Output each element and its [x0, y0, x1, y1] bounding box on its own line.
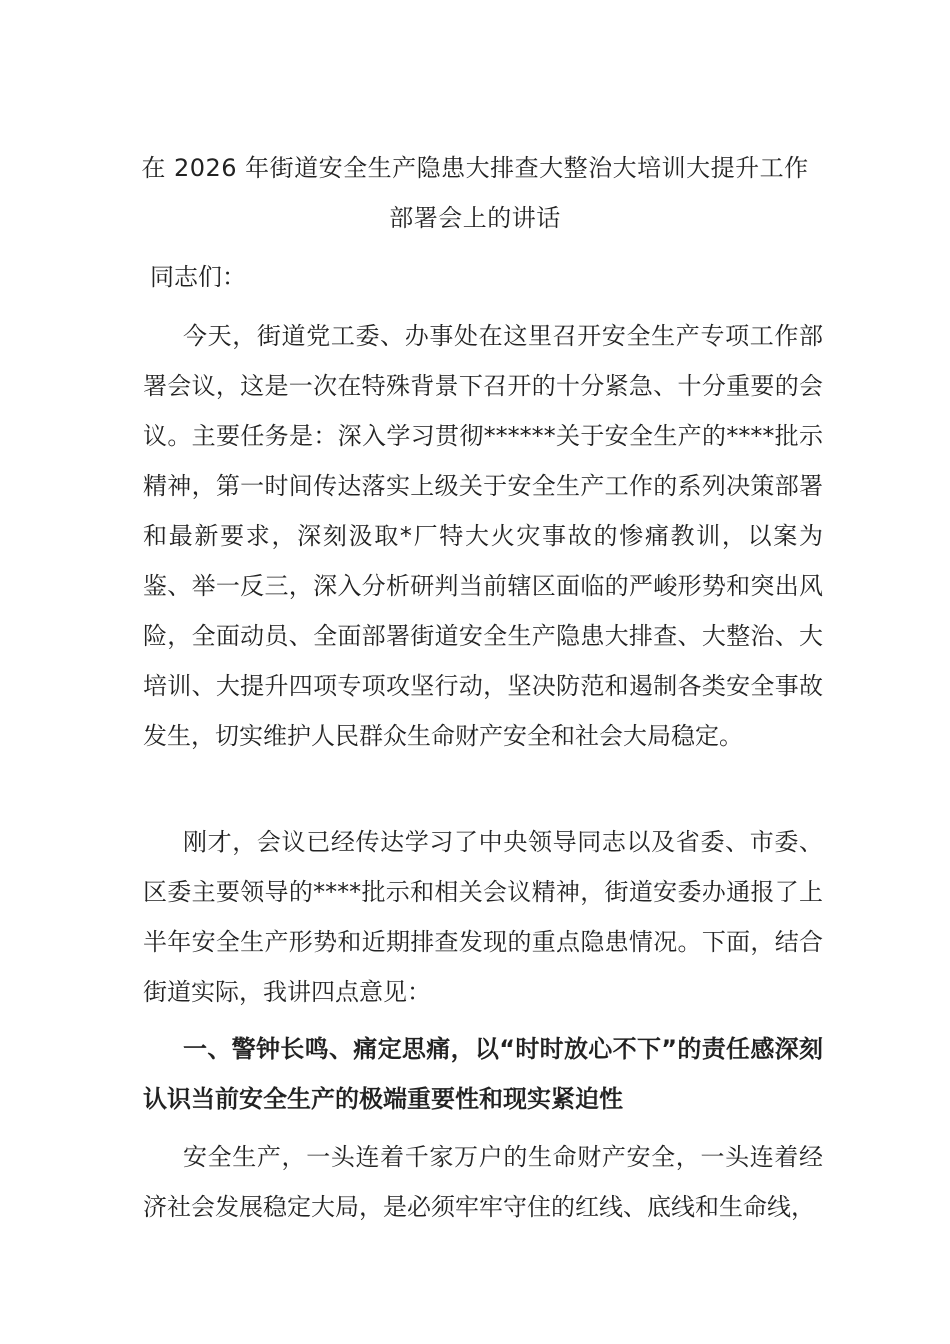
paragraph-section-1: 安全生产，一头连着千家万户的生命财产安全，一头连着经济社会发展稳定大局，是必须牢牢守住的红线、底线和生命线， — [143, 1143, 823, 1221]
greeting: 同志们： — [150, 263, 246, 291]
title-line-2: 部署会上的讲话 — [389, 204, 561, 232]
title-line-1: 在 2026 年街道安全生产隐患大排查大整治大培训大提升工作 — [141, 154, 809, 182]
paragraph-context: 刚才，会议已经传达学习了中央领导同志以及省委、市委、区委主要领导的****批示和相关会议精神，街道安委办通报了上半年安全生产形势和近期排查发现的重点隐患情况。下面，结合街道实际，我讲四点意见： — [143, 828, 823, 1006]
document-title — [120, 143, 830, 243]
paragraph-intro: 今天，街道党工委、办事处在这里召开安全生产专项工作部署会议，这是一次在特殊背景下召开的十分紧急、十分重要的会议。主要任务是：深入学习贯彻******关于安全生产的****批示精神，第一时间传达落实上级关于安全生产工作的系列决策部署和最新要求，深刻汲取*厂特大火灾事故的惨痛教训，以案为鉴、举一反三，深入分析研判当前辖区面临的严峻形势和突出风险，全面动员、全面部署街道安全生产隐患大排查、大整治、大培训、大提升四项专项攻坚行动，坚决防范和遏制各类安全事故发生，切实维护人民群众生命财产安全和社会大局稳定。 — [143, 322, 823, 750]
section-heading-1: 一、警钟长鸣、痛定思痛，以“时时放心不下”的责任感深刻认识当前安全生产的极端重要性和现实紧迫性 — [143, 1035, 823, 1113]
